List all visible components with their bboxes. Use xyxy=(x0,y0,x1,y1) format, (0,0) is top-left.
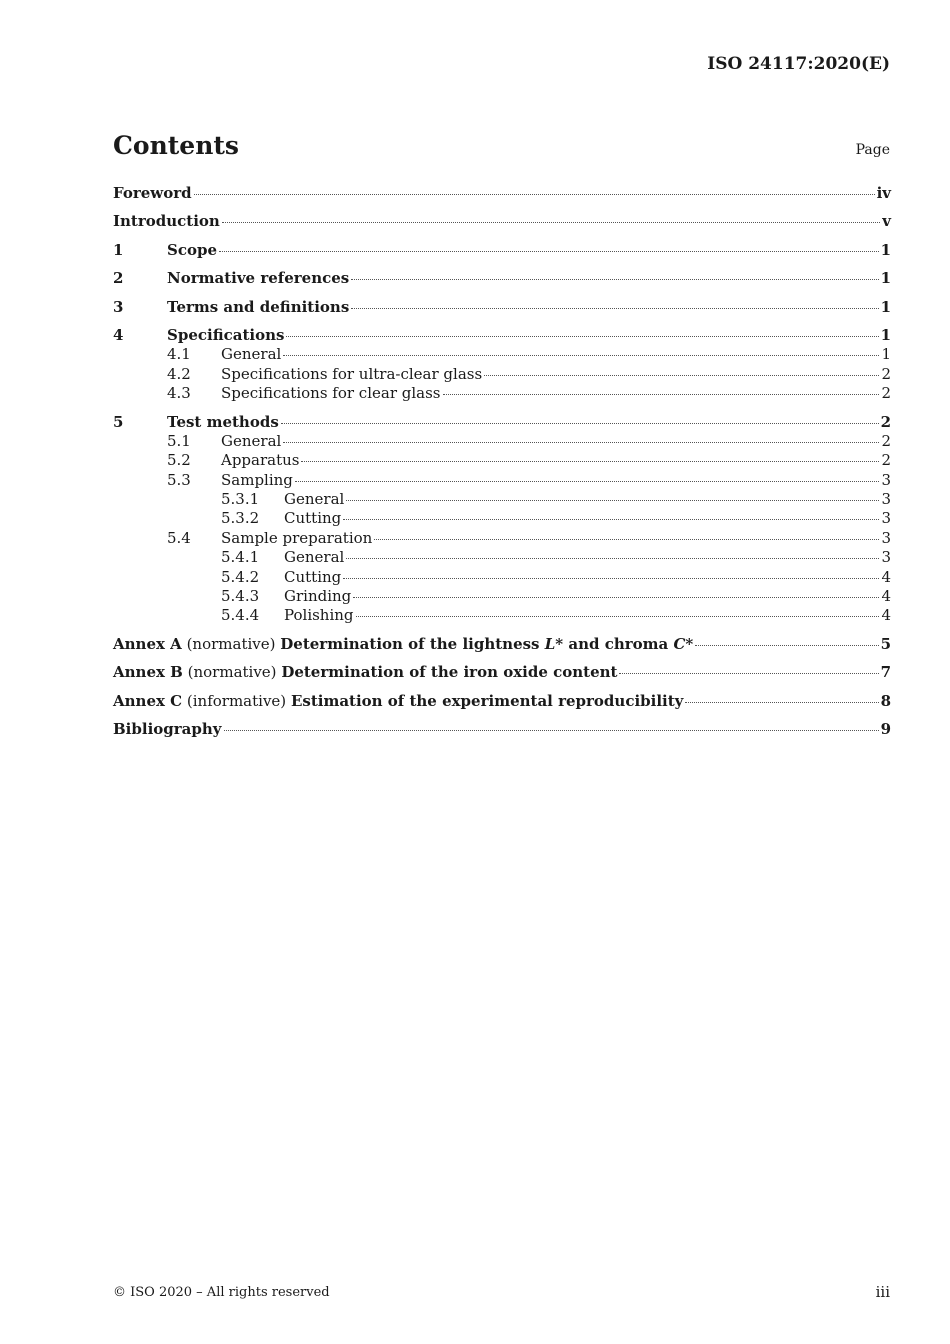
toc-title: Terms and definitions xyxy=(167,297,350,316)
toc-entry-4-1[interactable] xyxy=(113,345,891,364)
toc-entry-4-2[interactable] xyxy=(113,365,891,384)
toc-page: 3 xyxy=(881,490,891,509)
toc-entry-5-4[interactable] xyxy=(113,529,891,548)
annex-title: Determination of the iron oxide content xyxy=(281,663,618,682)
toc-title: Specifications for ultra-clear glass xyxy=(221,364,483,383)
toc-title: General xyxy=(221,345,282,364)
toc-number: 5.4.3 xyxy=(221,587,260,606)
toc-title: Apparatus xyxy=(221,451,300,470)
annex-label: Annex A xyxy=(113,634,182,653)
toc-entry-5-3-2[interactable] xyxy=(113,509,891,528)
toc-page: 5 xyxy=(880,634,891,653)
toc-page: iv xyxy=(876,184,891,202)
toc-entry-annex-b[interactable] xyxy=(113,654,891,682)
toc-number: 5.3.2 xyxy=(221,509,260,528)
toc-page: 8 xyxy=(880,691,891,710)
toc-entry-4-3[interactable] xyxy=(113,384,891,403)
toc-page: 1 xyxy=(880,240,891,259)
page-column-label: Page xyxy=(855,142,890,158)
toc-number: 5.4.2 xyxy=(221,567,260,586)
toc-entry-5-4-4[interactable] xyxy=(113,606,891,625)
toc-title: General xyxy=(284,548,345,567)
toc-number: 3 xyxy=(113,297,124,316)
toc-entry-5-4-1[interactable] xyxy=(113,548,891,567)
dot-leader xyxy=(619,673,878,674)
toc-number: 1 xyxy=(113,240,124,259)
dot-leader xyxy=(695,645,878,646)
dot-leader xyxy=(224,730,879,731)
copyright-notice: © ISO 2020 – All rights reserved xyxy=(113,1285,330,1300)
toc-number: 4.2 xyxy=(167,364,191,383)
dot-leader xyxy=(346,558,879,559)
toc-page: v xyxy=(882,212,891,231)
dot-leader xyxy=(356,616,880,617)
toc-number: 5.4 xyxy=(167,528,191,547)
toc-page: 1 xyxy=(880,325,891,344)
toc-title: Scope xyxy=(167,240,218,259)
toc-page: 3 xyxy=(881,548,891,567)
toc-page: 3 xyxy=(881,528,891,547)
toc-page: 2 xyxy=(881,451,891,470)
annex-label: Annex C xyxy=(113,691,183,710)
table-of-contents xyxy=(113,184,891,739)
toc-page: 4 xyxy=(881,606,891,625)
dot-leader xyxy=(484,375,879,376)
annex-label: Annex B xyxy=(113,663,183,682)
dot-leader xyxy=(343,519,879,520)
toc-entry-5-3-1[interactable] xyxy=(113,490,891,509)
dot-leader xyxy=(346,500,879,501)
annex-kind: (informative) xyxy=(186,691,287,710)
dot-leader xyxy=(286,336,878,337)
toc-entry-introduction[interactable] xyxy=(113,203,891,231)
toc-number: 4.3 xyxy=(167,384,191,403)
toc-title: Normative references xyxy=(167,269,350,288)
toc-title: Specifications xyxy=(167,325,285,344)
toc-page: 2 xyxy=(880,412,891,431)
dot-leader xyxy=(685,702,878,703)
toc-page: 3 xyxy=(881,470,891,489)
toc-entry-5-3[interactable] xyxy=(113,471,891,490)
dot-leader xyxy=(281,423,879,424)
toc-page: 3 xyxy=(881,509,891,528)
annex-kind: (normative) xyxy=(186,634,276,653)
toc-title: Bibliography xyxy=(113,719,222,738)
dot-leader xyxy=(219,251,879,252)
dot-leader xyxy=(283,442,879,443)
toc-page: 7 xyxy=(880,663,891,682)
dot-leader xyxy=(443,394,880,395)
toc-title: Foreword xyxy=(113,184,192,202)
dot-leader xyxy=(301,461,879,462)
toc-title xyxy=(113,635,693,653)
toc-page: 2 xyxy=(881,431,891,450)
contents-title: Contents xyxy=(113,131,240,160)
toc-entry-bibliography[interactable] xyxy=(113,711,891,739)
toc-entry-specifications[interactable] xyxy=(113,317,891,345)
toc-entry-5-4-2[interactable] xyxy=(113,568,891,587)
toc-number: 5 xyxy=(113,412,124,431)
toc-title: Introduction xyxy=(113,212,220,231)
toc-page: 1 xyxy=(880,269,891,288)
dot-leader xyxy=(351,308,878,309)
toc-page: 4 xyxy=(881,587,891,606)
toc-number: 5.2 xyxy=(167,451,191,470)
toc-entry-foreword[interactable] xyxy=(113,184,891,203)
toc-number: 5.4.4 xyxy=(221,606,260,625)
toc-number: 5.4.1 xyxy=(221,548,260,567)
toc-title: Sample preparation xyxy=(221,528,373,547)
toc-page: 2 xyxy=(881,364,891,383)
toc-entry-normative-references[interactable] xyxy=(113,260,891,288)
toc-title: Polishing xyxy=(284,606,354,625)
dot-leader xyxy=(351,279,878,280)
toc-title: Specifications for clear glass xyxy=(221,384,441,403)
toc-entry-5-2[interactable] xyxy=(113,451,891,470)
toc-title: Cutting xyxy=(284,509,342,528)
toc-page: 2 xyxy=(881,384,891,403)
toc-number: 4.1 xyxy=(167,345,191,364)
toc-title: General xyxy=(284,490,345,509)
dot-leader xyxy=(283,355,879,356)
toc-page: 9 xyxy=(880,719,891,738)
dot-leader xyxy=(343,578,879,579)
toc-entry-5-1[interactable] xyxy=(113,432,891,451)
toc-title: Grinding xyxy=(284,587,352,606)
toc-number: 5.3 xyxy=(167,470,191,489)
toc-number: 5.1 xyxy=(167,431,191,450)
toc-title: Sampling xyxy=(221,470,293,489)
toc-number: 5.3.1 xyxy=(221,490,260,509)
annex-kind: (normative) xyxy=(187,663,277,682)
toc-number: 2 xyxy=(113,269,124,288)
document-id: ISO 24117:2020(E) xyxy=(707,54,890,74)
toc-entry-5-4-3[interactable] xyxy=(113,587,891,606)
dot-leader xyxy=(222,222,880,223)
dot-leader xyxy=(353,597,879,598)
toc-entry-test-methods[interactable] xyxy=(113,404,891,432)
toc-title: General xyxy=(221,431,282,450)
page-number: iii xyxy=(875,1283,890,1301)
toc-title xyxy=(113,692,683,710)
toc-entry-annex-c[interactable] xyxy=(113,683,891,711)
toc-entry-scope[interactable] xyxy=(113,232,891,260)
dot-leader xyxy=(295,481,880,482)
annex-title: Estimation of the experimental reproducibility xyxy=(290,691,684,710)
toc-title: Test methods xyxy=(167,412,279,431)
toc-entry-annex-a[interactable] xyxy=(113,626,891,654)
dot-leader xyxy=(194,194,875,195)
toc-number: 4 xyxy=(113,325,124,344)
toc-entry-terms-and-definitions[interactable] xyxy=(113,289,891,317)
dot-leader xyxy=(374,539,879,540)
toc-page: 1 xyxy=(881,345,891,364)
toc-page: 1 xyxy=(880,297,891,316)
toc-title: Cutting xyxy=(284,567,342,586)
toc-title xyxy=(113,663,617,681)
toc-page: 4 xyxy=(881,567,891,586)
annex-title: Determination of the lightness L* and chroma C* xyxy=(280,634,694,653)
